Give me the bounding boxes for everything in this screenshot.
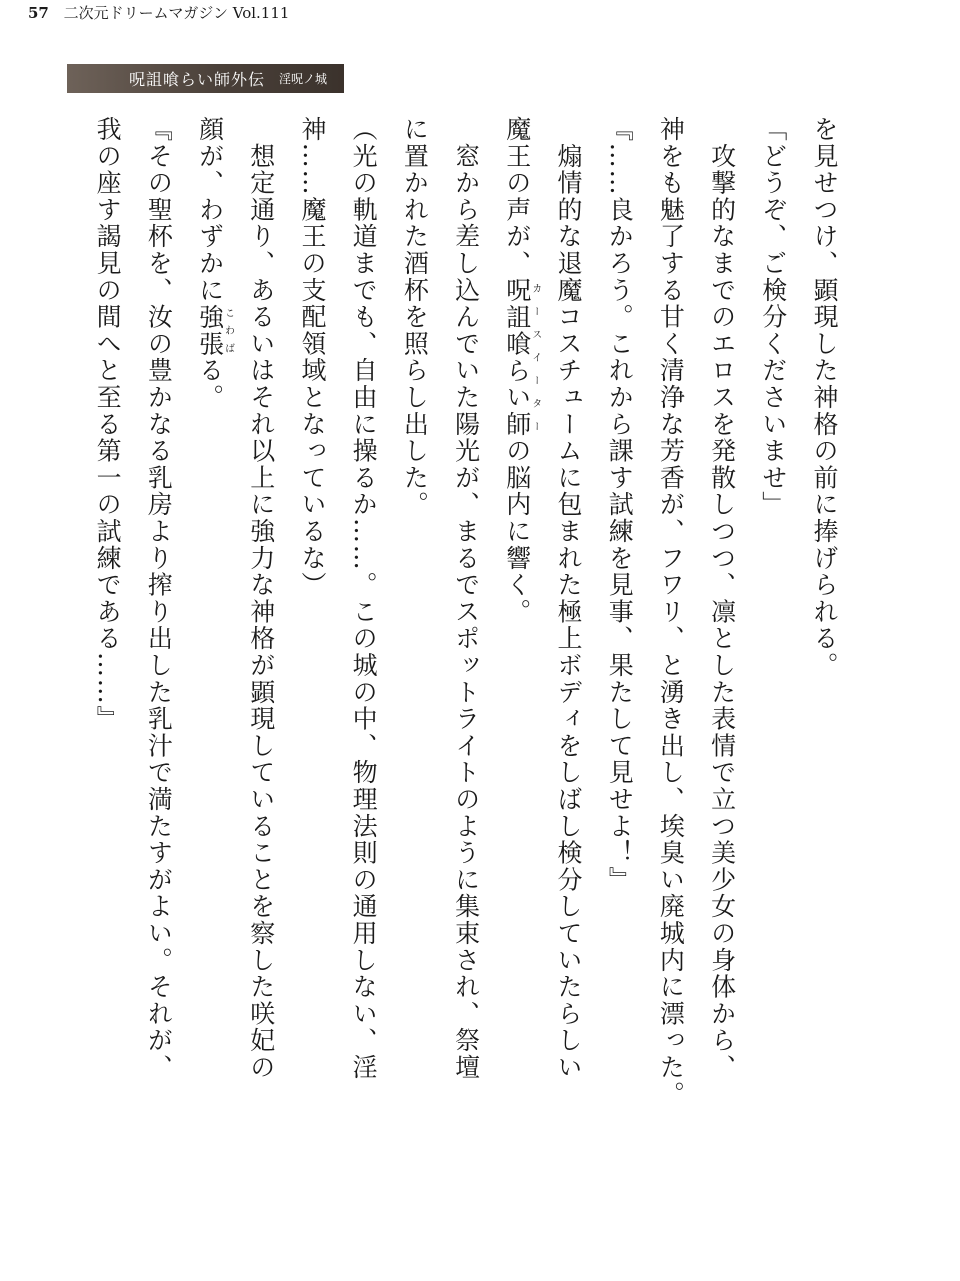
- body-line: （光の軌道までも、自由に操るか……。この城の中、物理法則の通用しない、淫: [349, 116, 379, 1081]
- chapter-title: 淫呪ノ城: [279, 72, 328, 86]
- body-line: 想定通り、あるいはそれ以上に強力な神格が顕現していることを察した咲妃の: [246, 116, 276, 1081]
- magazine-title: 二次元ドリームマガジン Vol.111: [63, 4, 290, 22]
- text-run: る。: [195, 357, 225, 411]
- ruby-base: 強張: [195, 303, 225, 358]
- body-line-with-ruby: [492, 116, 543, 1226]
- body-line: 神……魔王の支配領域となっているな）: [297, 116, 327, 599]
- body-line: 煽情的な退魔コスチュームに包まれた極上ボディをしばし検分していたらしい: [553, 116, 583, 1081]
- running-header: [28, 4, 289, 22]
- body-line: 攻撃的なまでのエロスを発散しつつ、凛とした表情で立つ美少女の身体から、: [707, 116, 737, 1081]
- ruby-base: 呪詛喰らい師: [502, 276, 532, 438]
- body-line: 「どうぞ、ご検分くださいませ」: [758, 116, 788, 518]
- story-title-banner: [67, 64, 344, 93]
- body-line: 『その聖杯を、汝の豊かなる乳房より搾り出した乳汁で満たすがよい。それが、: [144, 116, 174, 1081]
- body-line-with-ruby: [184, 116, 235, 1226]
- body-line: 神をも魅了する甘く清浄な芳香が、フワリ、と湧き出し、埃臭い廃城内に漂った。: [656, 116, 686, 1108]
- page-number: 57: [28, 4, 49, 22]
- ruby-text: [502, 276, 541, 438]
- ruby-text: [195, 303, 234, 358]
- body-line: を見せつけ、顕現した神格の前に捧げられる。: [810, 116, 839, 679]
- story-body: [93, 116, 850, 1226]
- text-run: 顔が、わずかに: [195, 116, 225, 304]
- text-run: の脳内に響く。: [502, 437, 532, 626]
- body-line: 『……良かろう。これから課す試練を見事、果たして見せよ！』: [605, 116, 635, 894]
- body-line: 窓から差し込んでいた陽光が、まるでスポットライトのように集束され、祭壇: [451, 116, 481, 1081]
- text-run: 魔王の声が、: [502, 116, 532, 277]
- body-line: 我の座す謁見の間へと至る第一の試練である……』: [93, 116, 123, 733]
- ruby-reading: カースイーター: [529, 276, 541, 438]
- story-title: 呪詛喰らい師外伝: [129, 70, 266, 89]
- ruby-reading: こわば: [222, 303, 234, 358]
- body-line: に置かれた酒杯を照らし出した。: [400, 116, 430, 518]
